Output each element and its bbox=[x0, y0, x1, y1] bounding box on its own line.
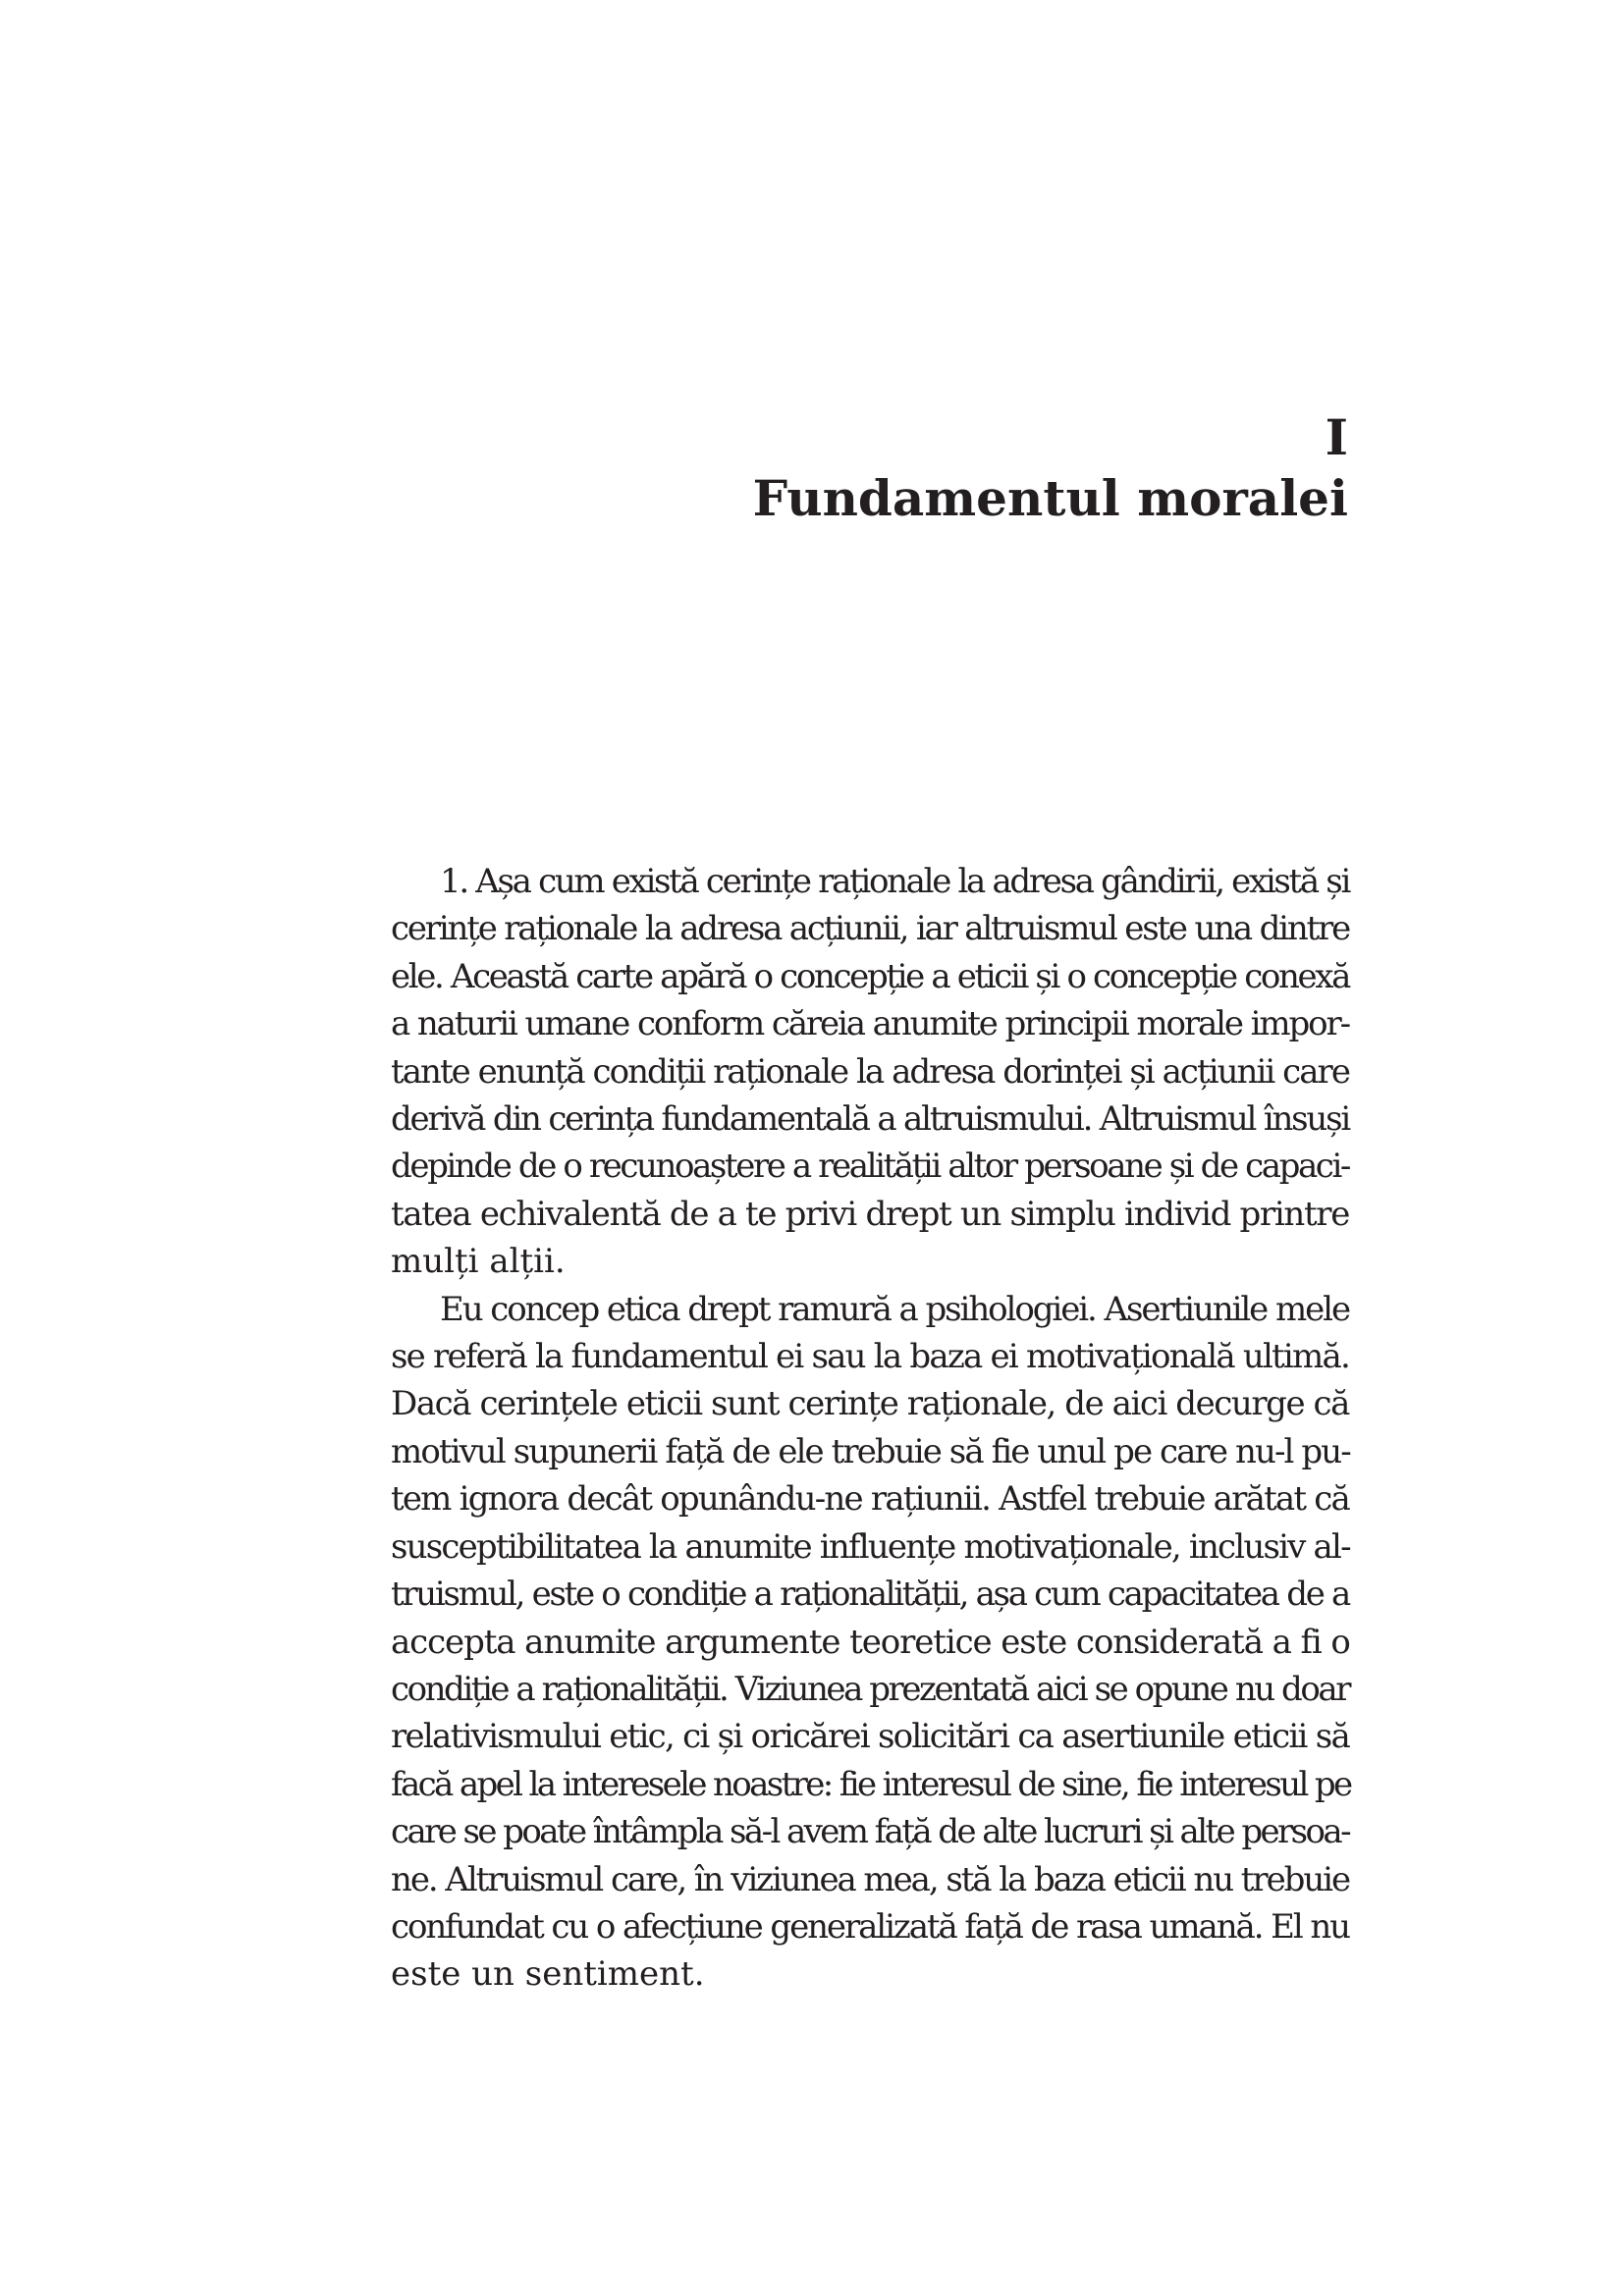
text-line: tem ignora decât opunându-ne rațiunii. Astfel trebuie arătat că bbox=[391, 1479, 1349, 1520]
text-line: accepta anumite argumente teoretice este considerată a fi o bbox=[391, 1622, 1350, 1662]
text-line: Eu concep etica drept ramură a psihologiei. Asertiunile mele bbox=[440, 1289, 1349, 1329]
chapter-heading bbox=[753, 407, 1348, 529]
body-text bbox=[391, 858, 1349, 1999]
text-line: care se poate întâmpla să-l avem față de alte lucruri și alte persoa- bbox=[391, 1812, 1349, 1852]
text-line: susceptibilitatea la anumite influențe motivaționale, inclusiv al- bbox=[391, 1526, 1350, 1567]
text-line: truismul, este o condiție a raționalității, așa cum capacitatea de a bbox=[391, 1575, 1349, 1615]
text-line: tatea echivalentă de a te privi drept un simplu individ printre bbox=[391, 1194, 1349, 1234]
text-line: relativismului etic, ci și oricărei solicitări ca asertiunile eticii să bbox=[391, 1717, 1349, 1757]
text-line: confundat cu o afecțiune generalizată față de rasa umană. El nu bbox=[391, 1906, 1349, 1947]
text-line: facă apel la interesele noastre: fie interesul de sine, fie interesul pe bbox=[391, 1764, 1351, 1804]
paragraph-2 bbox=[391, 1286, 1349, 1999]
text-line: 1. Așa cum există cerințe raționale la adresa gândirii, există și bbox=[440, 862, 1349, 901]
text-line: se referă la fundamentul ei sau la baza ei motivațională ultimă. bbox=[391, 1337, 1349, 1377]
text-line: mulți alții. bbox=[391, 1242, 566, 1282]
paragraph-1 bbox=[391, 858, 1349, 1286]
chapter-title: Fundamentul moralei bbox=[752, 469, 1348, 527]
text-line: depinde de o recunoaștere a realității altor persoane și de capaci- bbox=[391, 1147, 1350, 1187]
text-line: ne. Altruismul care, în viziunea mea, stă la baza eticii nu trebuie bbox=[391, 1859, 1349, 1899]
text-line: condiție a raționalității. Viziunea prezentată aici se opune nu doar bbox=[391, 1669, 1349, 1709]
chapter-number: I bbox=[1325, 408, 1348, 466]
text-line: este un sentiment. bbox=[391, 1954, 705, 1995]
text-line: derivă din cerința fundamentală a altruismului. Altruismul însuși bbox=[391, 1099, 1349, 1140]
text-line: cerințe raționale la adresa acțiunii, iar altruismul este una dintre bbox=[391, 909, 1349, 949]
text-line: a naturii umane conform căreia anumite principii morale impor- bbox=[391, 1004, 1349, 1044]
text-line: tante enunță condiții raționale la adresa dorinței și acțiunii care bbox=[391, 1051, 1349, 1092]
text-line: ele. Această carte apără o concepție a eticii și o concepție conexă bbox=[391, 956, 1349, 996]
text-line: motivul supunerii față de ele trebuie să fie unul pe care nu-l pu- bbox=[391, 1431, 1350, 1471]
text-line: Dacă cerințele eticii sunt cerințe raționale, de aici decurge că bbox=[391, 1384, 1349, 1424]
